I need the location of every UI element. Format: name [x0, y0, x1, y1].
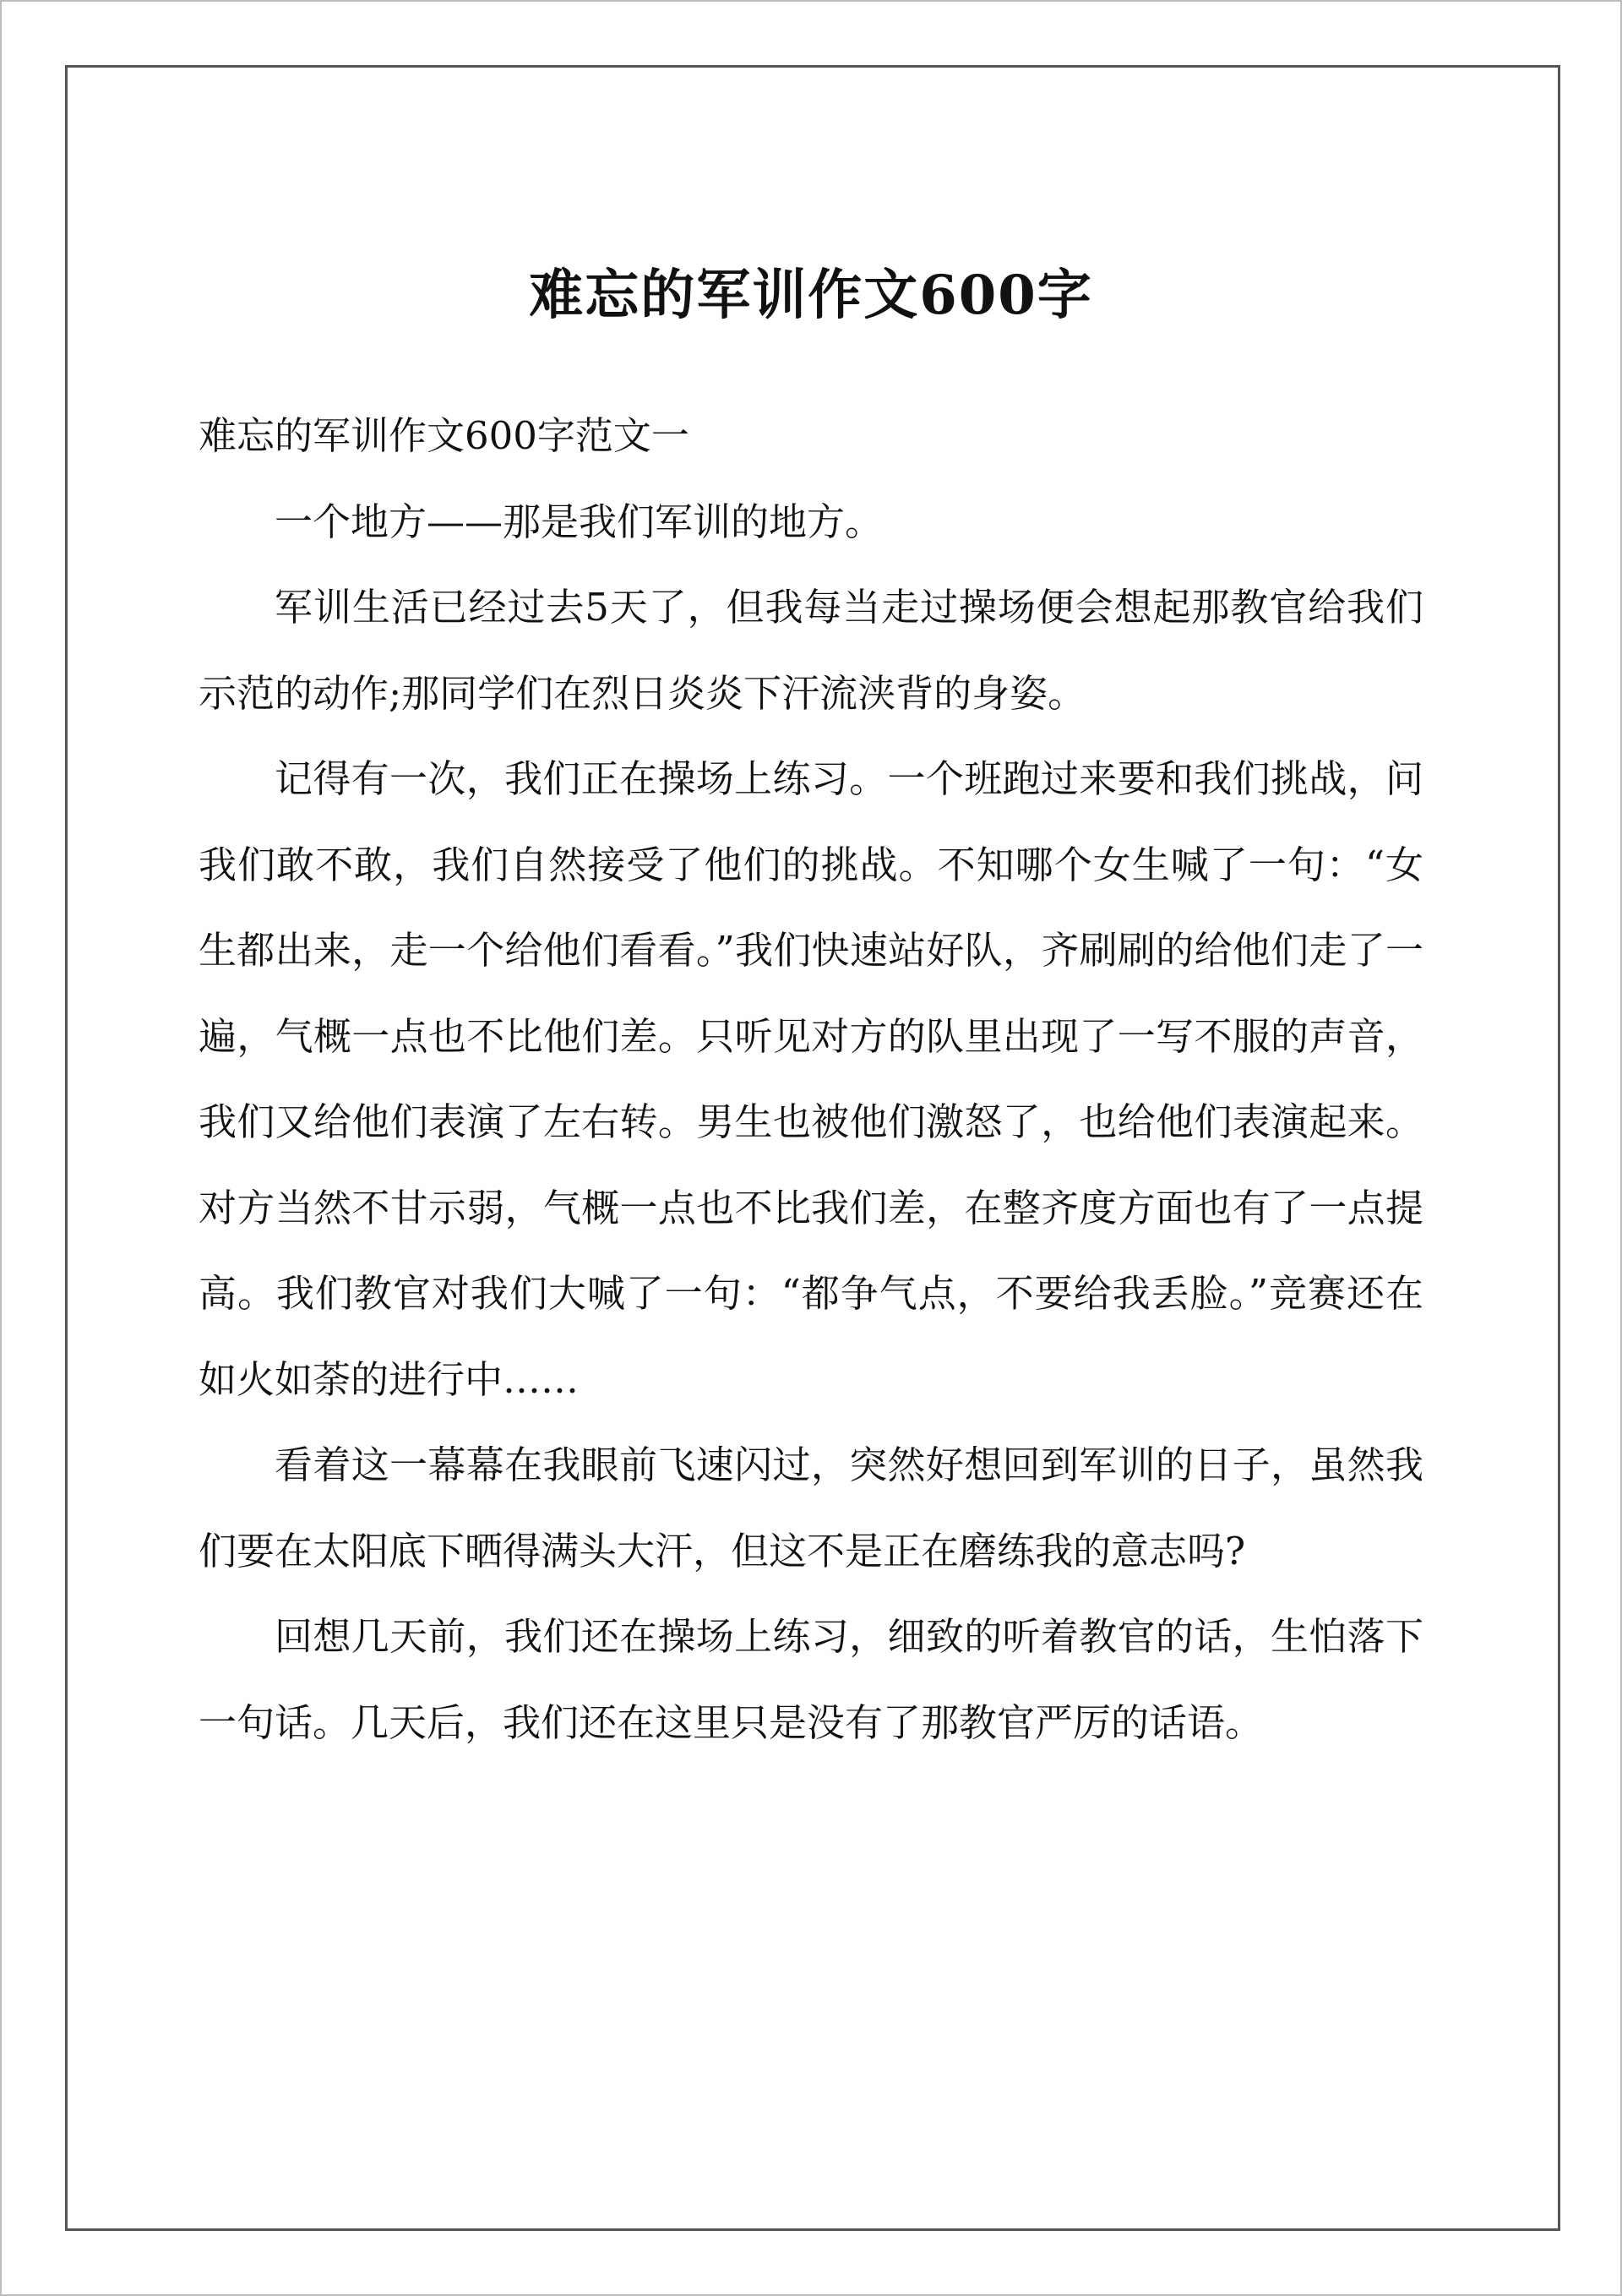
document-body: [199, 393, 1423, 1765]
paragraph: 回想几天前，我们还在操场上练习，细致的听着教官的话，生怕落下一句话。几天后，我们还在这里只是没有了那教官严厉的话语。: [199, 1614, 1423, 1745]
section-heading: 难忘的军训作文600字范文一: [199, 413, 689, 458]
paragraph: 军训生活已经过去5天了，但我每当走过操场便会想起那教官给我们示范的动作;那同学们在烈日炎炎下汗流浃背的身姿。: [199, 585, 1423, 716]
paragraph: 一个地方——那是我们军训的地方。: [275, 499, 884, 544]
document-title: 难忘的军训作文600字: [529, 264, 1093, 327]
paragraph: 记得有一次，我们正在操场上练习。一个班跑过来要和我们挑战，问我们敢不敢，我们自然接受了他们的挑战。不知哪个女生喊了一句：“女生都出来，走一个给他们看看。”我们快速站好队，齐刷刷的给他们走了一遍，气概一点也不比他们差。只听见对方的队里出现了一写不服的声音，我们又给他们表演了左右转。男生也被他们激怒了，也给他们表演起来。对方当然不甘示弱，气概一点也不比我们差，在整齐度方面也有了一点提高。我们教官对我们大喊了一句：“都争气点，不要给我丢脸。”竞赛还在如火如荼的进行中……: [199, 756, 1423, 1402]
paragraph: 看着这一幕幕在我眼前飞速闪过，突然好想回到军训的日子，虽然我们要在太阳底下晒得满头大汗，但这不是正在磨练我的意志吗?: [199, 1442, 1423, 1573]
